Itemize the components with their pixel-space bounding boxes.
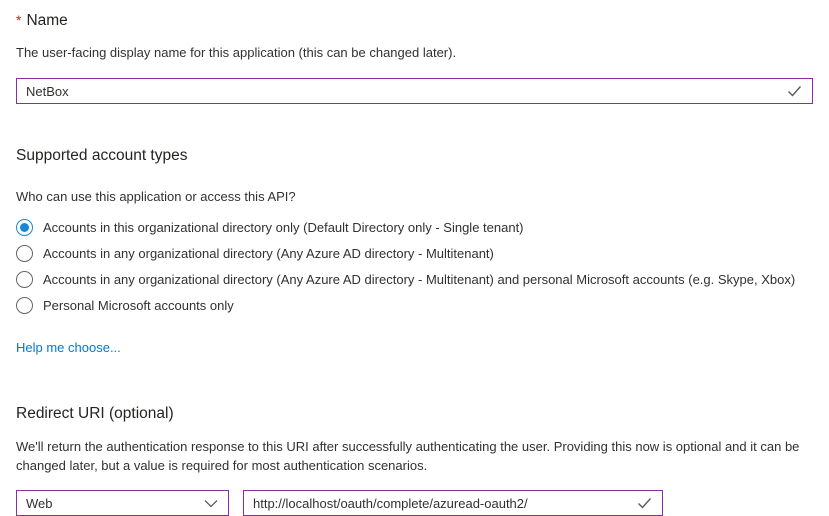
radio-option-multitenant[interactable]: [16, 240, 813, 266]
radio-button-icon: [16, 245, 33, 262]
redirect-uri-input[interactable]: [244, 491, 637, 515]
radio-button-icon: [16, 297, 33, 314]
redirect-uri-section: [16, 404, 813, 516]
checkmark-icon: [787, 85, 802, 97]
radio-option-label: Personal Microsoft accounts only: [43, 297, 234, 313]
chevron-down-icon: [204, 499, 218, 508]
redirect-uri-title: Redirect URI (optional): [16, 405, 174, 422]
redirect-uri-controls: [16, 490, 813, 516]
platform-select-value: Web: [26, 495, 53, 511]
supported-account-types-title: Supported account types: [16, 147, 188, 164]
platform-select[interactable]: [16, 490, 229, 516]
account-types-radio-group: [16, 214, 813, 318]
redirect-uri-field[interactable]: [243, 490, 663, 516]
radio-option-label: Accounts in this organizational directory only (Default Directory only - Single tenant): [43, 219, 524, 235]
name-description: The user-facing display name for this application (this can be changed later).: [16, 45, 457, 60]
radio-option-single-tenant[interactable]: [16, 214, 813, 240]
radio-option-label: Accounts in any organizational directory (Any Azure AD directory - Multitenant) and personal Microsoft accounts (e.g. Skype, Xbox): [43, 271, 796, 287]
radio-option-multitenant-personal[interactable]: [16, 266, 813, 292]
name-section: [16, 11, 813, 104]
radio-option-label: Accounts in any organizational directory (Any Azure AD directory - Multitenant): [43, 245, 494, 261]
required-asterisk: *: [16, 12, 22, 28]
radio-button-icon: [16, 271, 33, 288]
checkmark-icon: [637, 497, 652, 509]
radio-button-icon: [16, 219, 33, 236]
redirect-uri-description: We'll return the authentication response to this URI after successfully authenticating the user. Providing this now is optional and it can be changed later, but a value is required for most authentication scenarios.: [16, 439, 800, 473]
app-name-input[interactable]: [17, 79, 787, 103]
name-section-title: [16, 11, 813, 30]
app-name-field[interactable]: [16, 78, 813, 104]
radio-option-personal-only[interactable]: [16, 292, 813, 318]
name-title-text: Name: [26, 12, 68, 29]
supported-account-types-section: [16, 146, 813, 357]
help-me-choose-link[interactable]: Help me choose...: [16, 340, 121, 355]
account-types-question: Who can use this application or access this API?: [16, 189, 296, 204]
